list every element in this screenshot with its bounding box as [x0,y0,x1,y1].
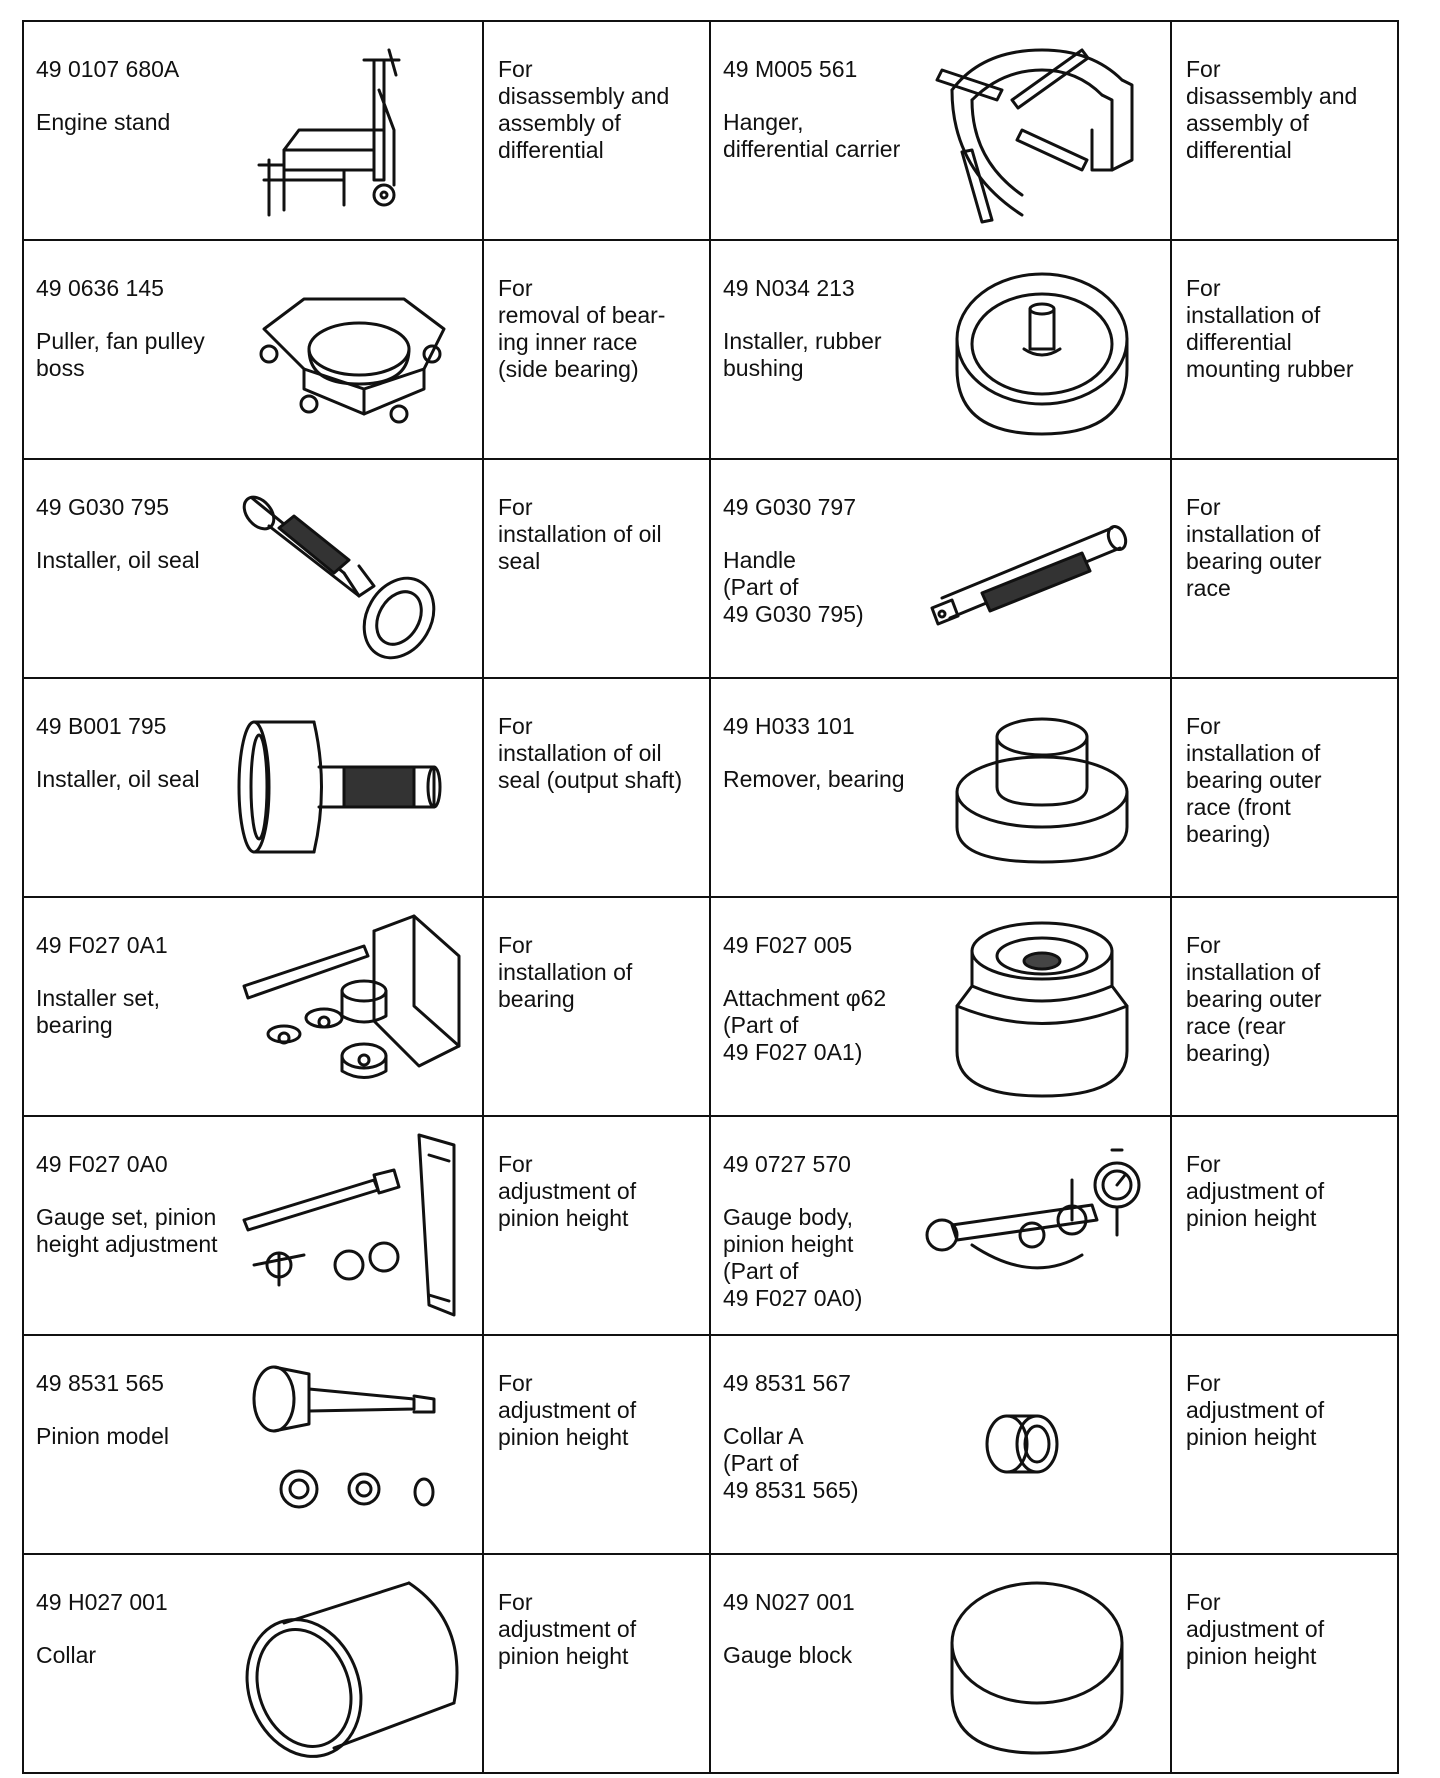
output-shaft-seal-installer-icon [224,687,474,887]
puller-icon [224,249,474,449]
oil-seal-installer-icon [224,468,474,668]
tool-use-text: For adjustment of pinion height [1186,1151,1325,1231]
tool-name: Attachment φ62 (Part of 49 F027 0A1) [723,985,887,1065]
tool-use-text: For installation of differential mounting rubber [1186,275,1354,382]
tool-use-left [483,459,710,678]
tool-use-text: For adjustment of pinion height [498,1151,637,1231]
tool-use-text: For disassembly and assembly of differential [498,56,670,163]
tool-cell-left [23,459,483,678]
tool-use-text: For installation of bearing [498,932,633,1012]
tool-use-left [483,240,710,459]
part-number: 49 N027 001 [723,1589,855,1615]
tool-cell-right [710,1335,1171,1554]
collar-a-icon [912,1344,1162,1544]
tool-name: Collar A (Part of 49 8531 565) [723,1423,859,1503]
tool-name: Puller, fan pulley boss [36,328,205,381]
part-number: 49 F027 0A0 [36,1151,168,1177]
tool-use-left [483,897,710,1116]
tool-use-text: For installation of oil seal (output shaft) [498,713,683,793]
tool-use-left [483,21,710,240]
tool-use-text: For adjustment of pinion height [1186,1589,1325,1669]
tool-use-left [483,1554,710,1773]
tool-use-right [1171,678,1398,897]
tool-use-text: For removal of bear- ing inner race (side bearing) [498,275,666,382]
tool-cell-left [23,21,483,240]
engine-stand-icon [224,30,474,230]
tool-cell-left [23,1554,483,1773]
part-number: 49 F027 005 [723,932,853,958]
tool-row [23,459,1398,678]
bearing-remover-icon [912,687,1162,887]
part-number: 49 0636 145 [36,275,164,301]
part-number: 49 G030 795 [36,494,170,520]
installer-set-icon [224,906,474,1106]
tool-cell-right [710,897,1171,1116]
tool-name: Gauge set, pinion height adjustment [36,1204,218,1257]
tool-cell-right [710,459,1171,678]
part-number: 49 G030 797 [723,494,857,520]
rubber-bushing-installer-icon [912,249,1162,449]
tool-use-text: For adjustment of pinion height [498,1370,637,1450]
handle-icon [912,468,1162,668]
part-number: 49 B001 795 [36,713,167,739]
part-number: 49 M005 561 [723,56,858,82]
tool-name: Installer, rubber bushing [723,328,882,381]
tool-use-text: For adjustment of pinion height [498,1589,637,1669]
tool-cell-right [710,240,1171,459]
tool-name: Pinion model [36,1423,169,1449]
tool-name: Installer, oil seal [36,766,200,792]
tool-use-right [1171,1116,1398,1335]
tool-cell-left [23,678,483,897]
tool-name: Engine stand [36,109,171,135]
tool-cell-left [23,897,483,1116]
special-tools-table [22,20,1399,1774]
tool-name: Handle (Part of 49 G030 795) [723,547,864,627]
tool-row [23,1554,1398,1773]
tool-name: Installer, oil seal [36,547,200,573]
tool-name: Collar [36,1642,97,1668]
part-number: 49 8531 567 [723,1370,851,1396]
tool-use-text: For installation of bearing outer race (rear bearing) [1186,932,1322,1066]
tool-use-right [1171,1335,1398,1554]
tool-row [23,21,1398,240]
tool-cell-right [710,21,1171,240]
tool-row [23,897,1398,1116]
tool-cell-left [23,1116,483,1335]
tool-use-right [1171,240,1398,459]
tool-use-text: For installation of oil seal [498,494,662,574]
pinion-model-icon [224,1344,474,1544]
tool-use-text: For installation of bearing outer race [1186,494,1322,601]
gauge-block-icon [912,1563,1162,1763]
tool-use-right [1171,21,1398,240]
hanger-icon [912,30,1162,230]
tool-name: Installer set, bearing [36,985,160,1038]
gauge-set-icon [224,1125,474,1325]
part-number: 49 H033 101 [723,713,855,739]
tool-use-left [483,1335,710,1554]
tool-use-right [1171,459,1398,678]
tool-cell-right [710,1116,1171,1335]
tool-name: Gauge block [723,1642,853,1668]
tool-cell-left [23,1335,483,1554]
tool-use-right [1171,1554,1398,1773]
tool-use-text: For installation of bearing outer race (front bearing) [1186,713,1322,847]
attachment-icon [912,906,1162,1106]
part-number: 49 N034 213 [723,275,855,301]
tool-name: Gauge body, pinion height (Part of 49 F027 0A0) [723,1204,863,1311]
tool-name: Remover, bearing [723,766,905,792]
tool-cell-right [710,678,1171,897]
tool-row [23,1116,1398,1335]
tool-row [23,678,1398,897]
tool-use-left [483,1116,710,1335]
tool-use-text: For adjustment of pinion height [1186,1370,1325,1450]
tool-cell-right [710,1554,1171,1773]
part-number: 49 F027 0A1 [36,932,168,958]
tool-use-text: For disassembly and assembly of differential [1186,56,1358,163]
tool-cell-left [23,240,483,459]
part-number: 49 8531 565 [36,1370,164,1396]
tool-row [23,1335,1398,1554]
part-number: 49 H027 001 [36,1589,168,1615]
part-number: 49 0727 570 [723,1151,851,1177]
part-number: 49 0107 680A [36,56,180,82]
tool-name: Hanger, differential carrier [723,109,901,162]
gauge-body-icon [912,1125,1162,1325]
tool-use-right [1171,897,1398,1116]
tool-row [23,240,1398,459]
tool-use-left [483,678,710,897]
collar-icon [224,1563,474,1763]
